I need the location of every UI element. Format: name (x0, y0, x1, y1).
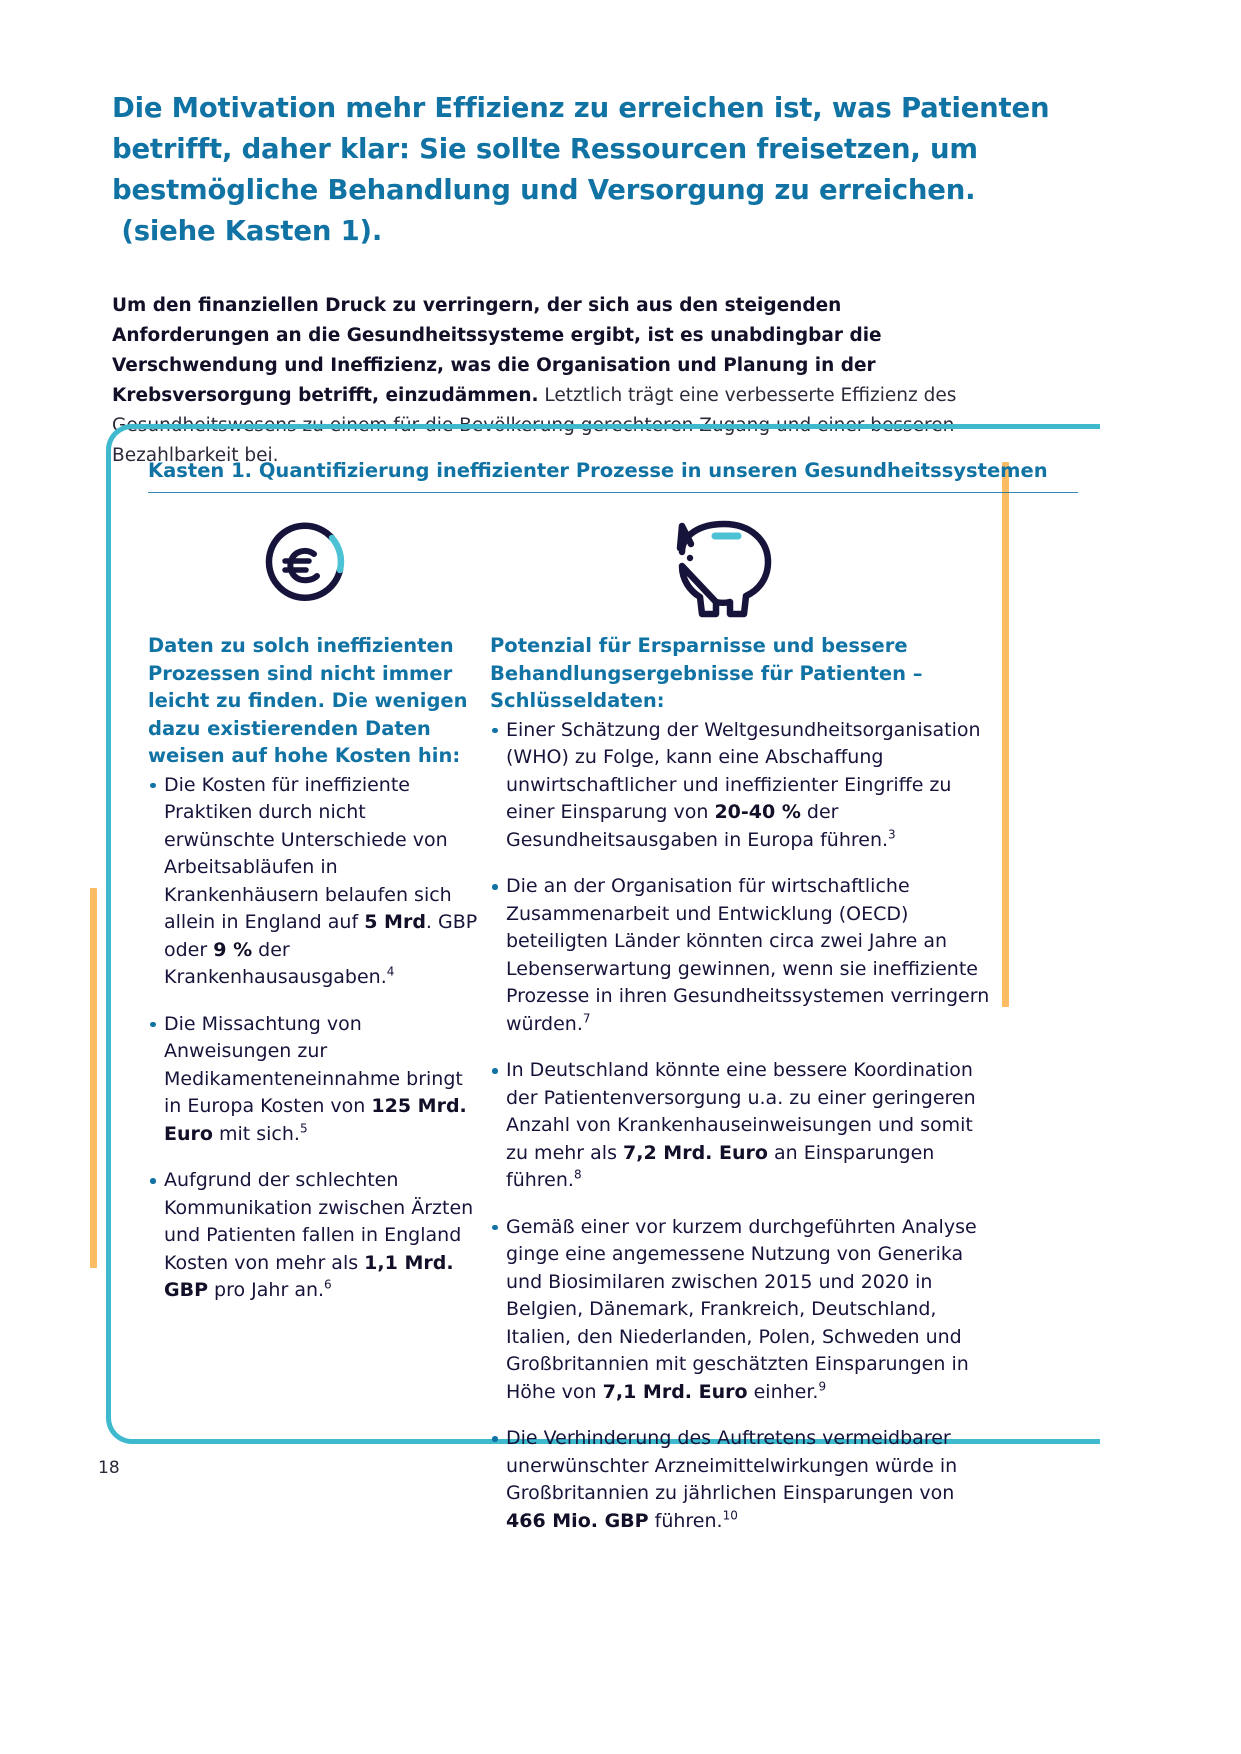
bullet-text: an Einsparungen führen. (506, 1141, 935, 1191)
bullet-emphasis: 7,2 Mrd. Euro (623, 1141, 768, 1164)
bullet-item (148, 1011, 478, 1149)
bullet-item (490, 873, 990, 1038)
kasten-left-column (148, 632, 478, 1305)
headline-siehe-suffix: ). (359, 215, 383, 247)
bullet-text: führen. (648, 1509, 723, 1532)
bullet-item (490, 717, 990, 855)
left-bullet-list (148, 772, 478, 1305)
bullet-item (148, 772, 478, 992)
bullet-emphasis: 125 Mrd. Euro (164, 1095, 467, 1145)
kasten-title: Kasten 1. Quantifizierung ineffizienter Prozesse in unseren Gesundheitssystemen (148, 459, 1048, 482)
bullet-emphasis: 1,1 Mrd. GBP (164, 1251, 454, 1301)
headline-kasten-ref: Kasten 1 (224, 215, 360, 247)
footnote-ref: 6 (324, 1277, 332, 1292)
bullet-item (490, 1214, 990, 1407)
bullet-item (490, 1425, 990, 1535)
bullet-text: der Krankenhausausgaben. (164, 938, 387, 988)
headline-siehe-prefix: (siehe (112, 215, 225, 247)
footnote-ref: 4 (386, 964, 395, 979)
footnote-ref: 5 (299, 1121, 308, 1136)
footnote-ref: 9 (818, 1379, 827, 1394)
bullet-text: In Deutschland könnte eine bessere Koordination der Patientenversorgung u.a. zu einer geringeren Anzahl von Krankenhauseinweisungen und somit zu mehr als (506, 1059, 976, 1164)
bullet-text: einher. (747, 1380, 819, 1403)
euro-circle-icon (252, 516, 358, 622)
bullet-item (490, 1057, 990, 1195)
footnote-ref: 3 (888, 827, 896, 842)
kasten-divider (148, 492, 1078, 493)
left-column-heading: Daten zu solch ineffizienten Prozessen sind nicht immer leicht zu finden. Die wenigen dazu existierenden Daten weisen auf hohe Kosten hin: (148, 634, 468, 767)
page-number: 18 (98, 1458, 120, 1478)
right-column-heading: Potenzial für Ersparnisse und bessere Behandlungsergebnisse für Patienten – Schlüsseldaten: (490, 634, 923, 712)
piggy-bank-icon (660, 518, 784, 624)
bullet-text: Die Verhinderung des Auftretens vermeidbarer unerwünschter Arzneimittelwirkungen würde in Großbritannien zu jährlichen Einsparungen von (506, 1427, 958, 1504)
intro-normal-text: Letztlich trägt eine verbesserte Effizienz des Gesundheitswesens zu einem für die Bevölkerung gerechteren Zugang und einer besseren Bezahlbarkeit bei. (112, 384, 957, 466)
bullet-text: pro Jahr an. (208, 1279, 325, 1301)
bullet-emphasis: 466 Mio. GBP (506, 1509, 649, 1532)
bullet-item (148, 1167, 478, 1305)
bullet-text: Die Missachtung von Anweisungen zur Medikamenteneinnahme bringt in Europa Kosten von (164, 1012, 463, 1117)
bullet-text: Aufgrund der schlechten Kommunikation zwischen Ärzten und Patienten fallen in England Kosten von mehr als (164, 1169, 474, 1274)
footnote-ref: 7 (582, 1011, 591, 1026)
bullet-text: mit sich. (212, 1122, 300, 1145)
right-bullet-list (490, 717, 990, 1536)
headline-line-1: Die Motivation mehr Effizienz zu erreichen ist, was Patienten (112, 92, 1050, 124)
footnote-ref: 8 (573, 1167, 582, 1182)
footnote-ref: 10 (722, 1508, 738, 1523)
bullet-text: Gemäß einer vor kurzem durchgeführten Analyse ginge eine angemessene Nutzung von Generika und Biosimilaren zwischen 2015 und 2020 in Belgien, Dänemark, Frankreich, Deutschland, Italien, den Niederlanden, Polen, Schweden und Großbritannien mit geschätzten Einsparungen in Höhe von (506, 1215, 977, 1403)
bullet-text: Die an der Organisation für wirtschaftliche Zusammenarbeit und Entwicklung (OECD) beteiligten Länder könnten circa zwei Jahre an Lebenserwartung gewinnen, wenn sie ineffiziente Prozesse in ihren Gesundheitssystemen verringern würden. (506, 875, 990, 1035)
headline-line-3: bestmögliche Behandlung und Versorgung zu erreichen. (112, 174, 976, 206)
bullet-emphasis: 9 % (213, 938, 253, 961)
page-headline (112, 88, 1050, 252)
intro-bold-text: Um den finanziellen Druck zu verringern, der sich aus den steigenden Anforderungen an die Gesundheitssysteme ergibt, ist es unabdingbar die Verschwendung und Ineffizienz, was die Organisation und Planung in der Krebsversorgung betrifft, einzudämmen. (112, 294, 882, 406)
bullet-emphasis: 5 Mrd (364, 911, 426, 933)
bullet-emphasis: 20-40 % (714, 801, 801, 823)
headline-line-2: betrifft, daher klar: Sie sollte Ressourcen freisetzen, um (112, 133, 978, 165)
kasten-right-open-mask (1100, 418, 1241, 1453)
bullet-text: Einer Schätzung der Weltgesundheitsorganisation (WHO) zu Folge, kann eine Abschaffung unwirtschaftlicher und ineffizienter Eingriffe zu einer Einsparung von (506, 718, 981, 823)
bullet-text: Die Kosten für ineffiziente Praktiken durch nicht erwünschte Unterschiede von Arbeitsabläufen in Krankenhäusern belaufen sich allein in England auf (164, 773, 452, 933)
accent-bar-left (90, 888, 97, 1268)
bullet-text: der Gesundheitsausgaben in Europa führen. (506, 801, 889, 851)
bullet-text: . GBP oder (164, 911, 478, 961)
kasten-right-column (490, 632, 990, 1535)
headline-line-4 (112, 211, 982, 252)
bullet-emphasis: 7,1 Mrd. Euro (602, 1380, 748, 1403)
